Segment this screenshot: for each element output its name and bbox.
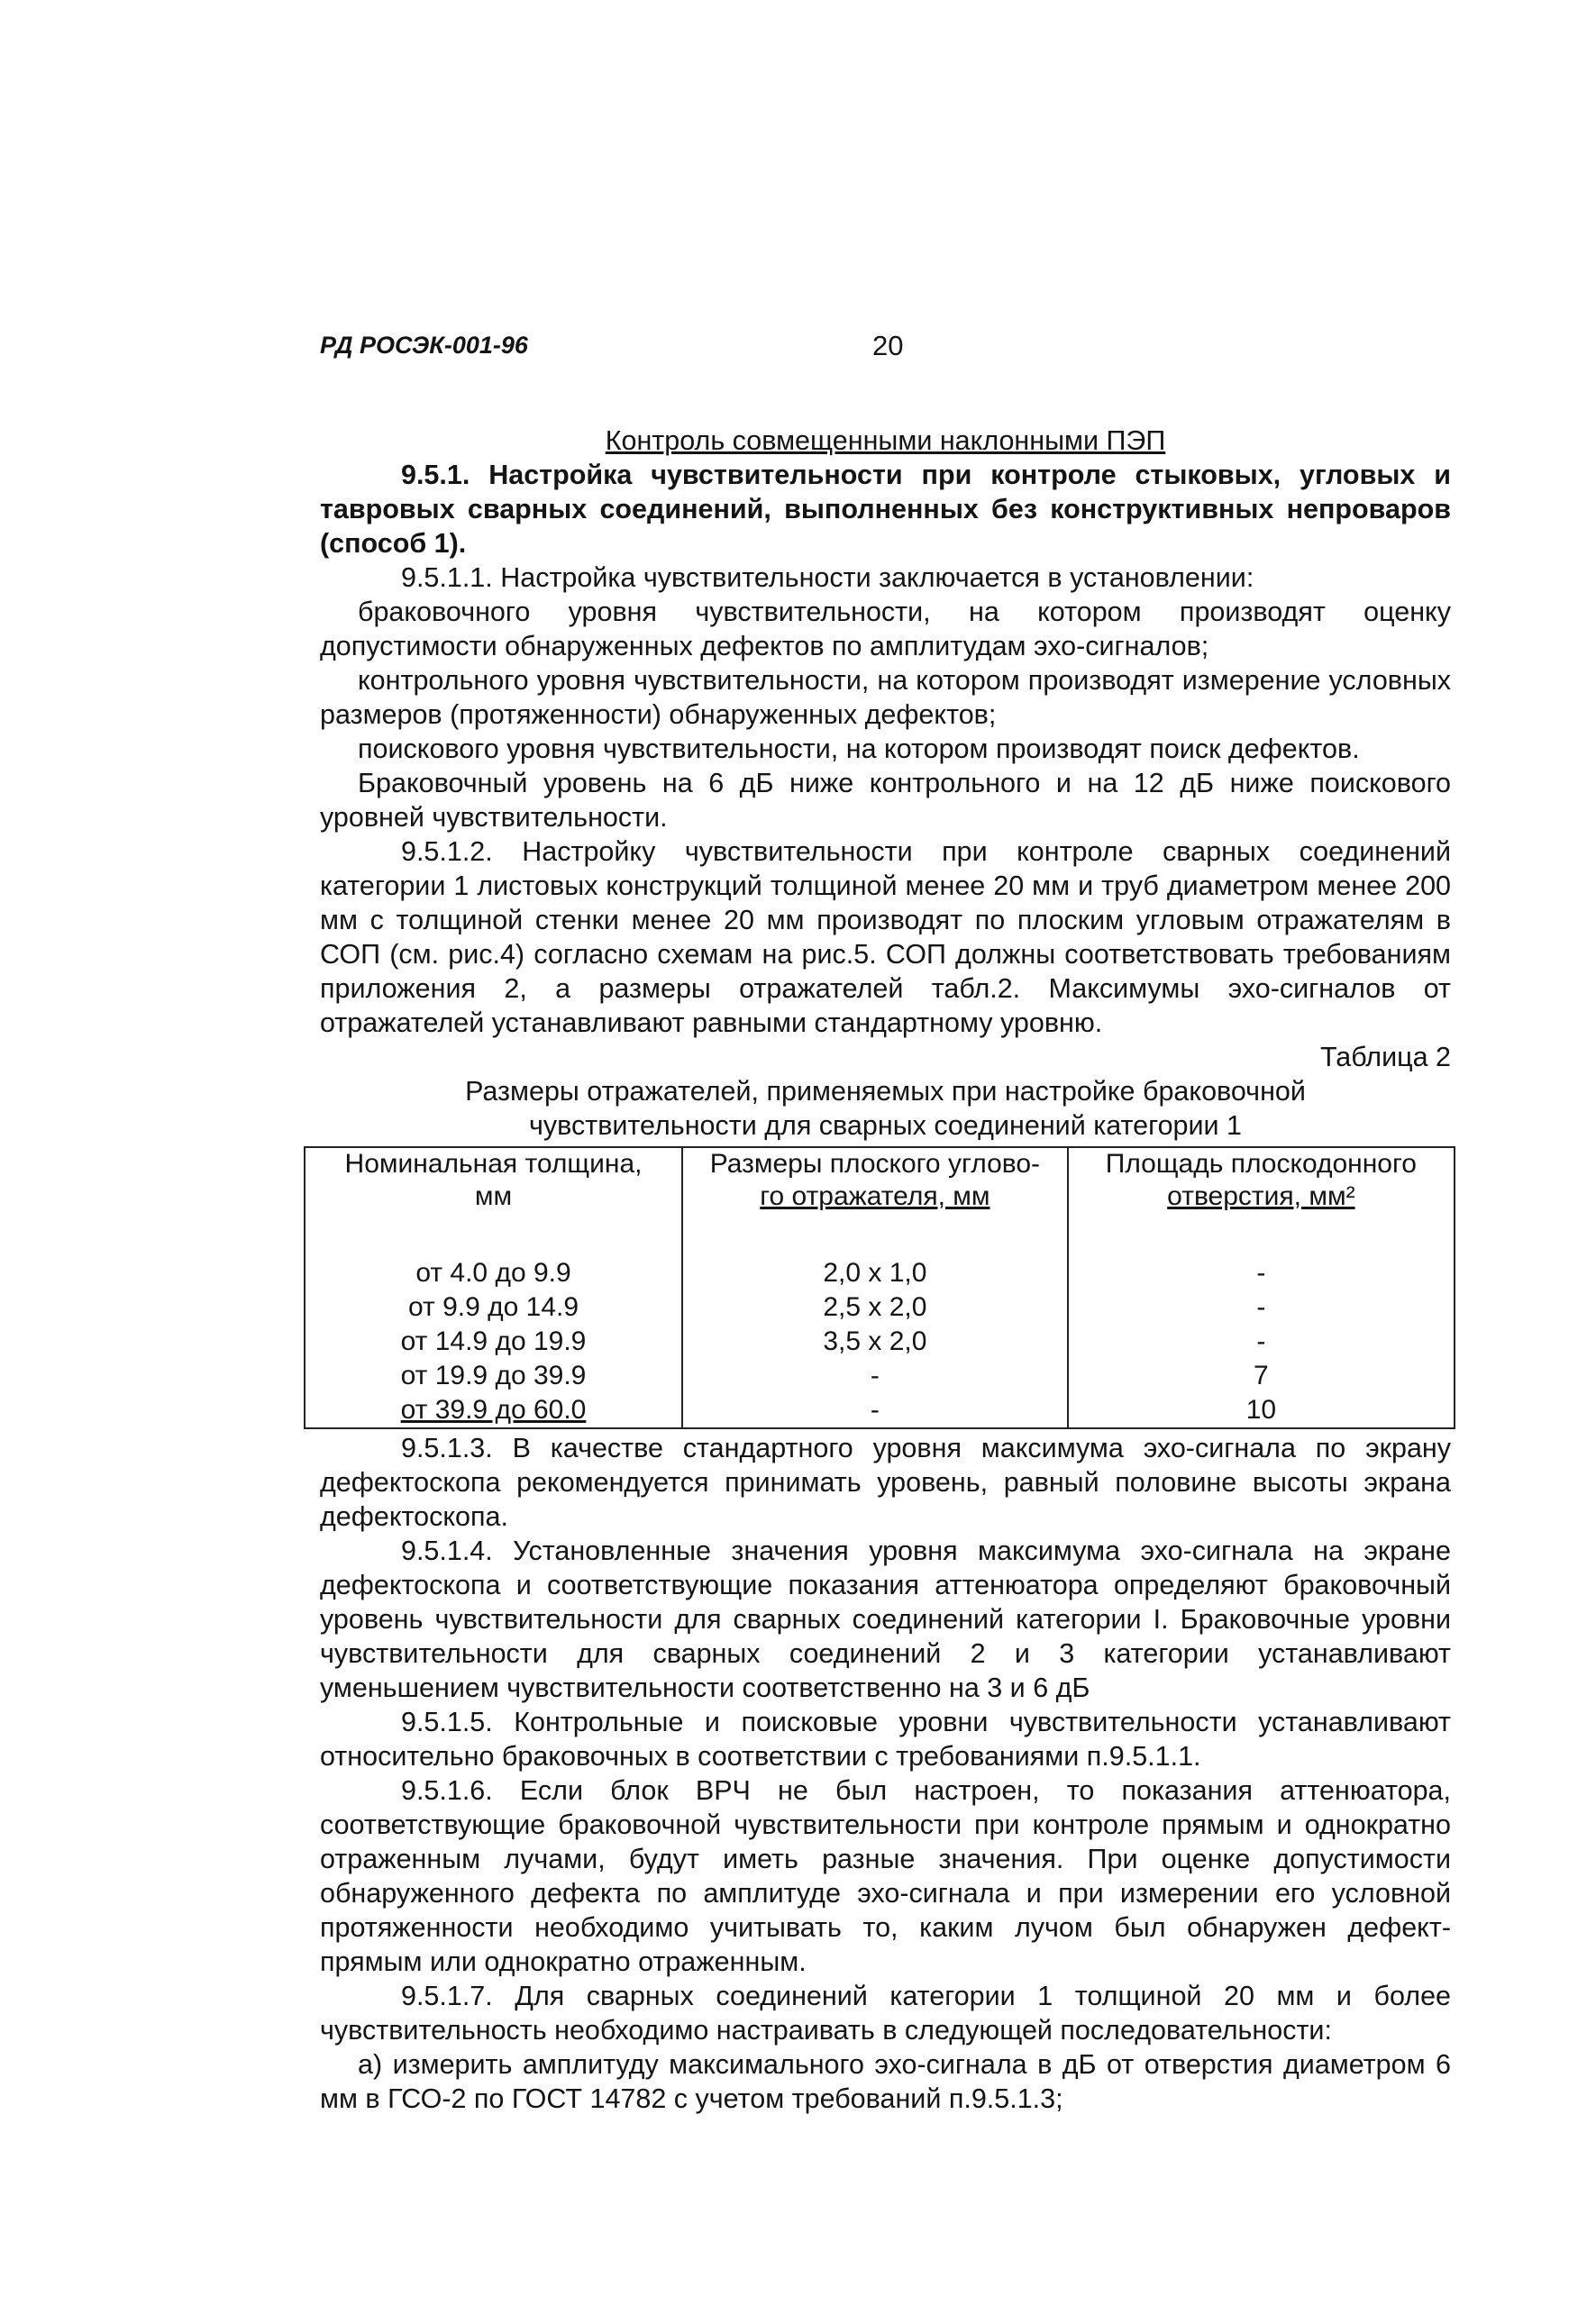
column-reflector-size — [682, 1213, 1068, 1428]
header-hole-area — [1068, 1147, 1455, 1213]
column-thickness — [305, 1213, 682, 1428]
list-item-reject-level: браковочного уровня чувствительности, на котором производят оценку допустимости обнаруженных дефектов по амплитудам эхо-сигналов; — [320, 597, 1451, 661]
table-cell: - — [870, 1395, 880, 1425]
header-thickness — [305, 1147, 682, 1213]
paragraph-9-5-1-3: 9.5.1.3. В качестве стандартного уровня максимума эхо-сигнала по экрану дефектоскопа рекомендуется принимать уровень, равный половине высоты экрана дефектоскопа. — [320, 1433, 1451, 1532]
table-cell: - — [1256, 1292, 1266, 1322]
page-number: 20 — [872, 330, 904, 361]
table-cell: от 14.9 до 19.9 — [400, 1326, 587, 1356]
table-cell: от 9.9 до 14.9 — [407, 1292, 579, 1322]
page-header — [320, 332, 1455, 377]
document-id: РД РОСЭК-001-96 — [320, 332, 528, 359]
header-area-line2: отверстия, мм² — [1167, 1181, 1355, 1211]
header-reflector-line1: Размеры плоского углово- — [709, 1149, 1041, 1179]
table-cell: - — [870, 1361, 880, 1390]
list-item-a: а) измерить амплитуду максимального эхо-сигнала в дБ от отверстия диаметром 6 мм в ГСО-2 по ГОСТ 14782 с учетом требований п.9.5.1.3; — [320, 2049, 1451, 2114]
table-cell: 3,5 х 2,0 — [823, 1326, 927, 1356]
table-cell: 10 — [1245, 1395, 1277, 1425]
header-reflector-line2: го отражателя, мм — [760, 1181, 990, 1211]
section-heading: Контроль совмещенными наклонными ПЭП — [605, 425, 1166, 456]
table-cell: - — [1256, 1258, 1266, 1288]
table-label: Таблица 2 — [1319, 1042, 1451, 1072]
table-cell: 2,0 х 1,0 — [823, 1258, 927, 1288]
table-cell: от 19.9 до 39.9 — [400, 1361, 587, 1390]
paragraph-9-5-1-4: 9.5.1.4. Установленные значения уровня максимума эхо-сигнала на экране дефектоскопа и соответствующие показания аттенюатора определяют браковочный уровень чувствительности для сварных соединений категории I. Браковочные уровни чувствительности для сварных соединений 2 и 3 категории устанавливают уменьшением чувствительности соответственно на 3 и 6 дБ — [320, 1536, 1451, 1703]
table-caption: Размеры отражателей, применяемых при настройке браковочной чувствительности для сварных соединений категории 1 — [465, 1076, 1306, 1141]
paragraph-9-5-1-6: 9.5.1.6. Если блок ВРЧ не был настроен, то показания аттенюатора, соответствующие браковочной чувствительности при контроле прямым и однократно отраженным лучами, будут иметь разные значения. При оценке допустимости обнаруженного дефекта по амплитуде эхо-сигнала и при измерении его условной протяженности необходимо учитывать то, каким лучом был обнаружен дефект- прямым или однократно отраженным. — [320, 1775, 1451, 1977]
column-hole-area — [1068, 1213, 1455, 1428]
table-cell: 2,5 х 2,0 — [823, 1292, 927, 1322]
header-thickness-line1: Номинальная толщина, — [344, 1149, 643, 1179]
subsection-heading: 9.5.1. Настройка чувствительности при контроле стыковых, угловых и тавровых сварных соединений, выполненных без конструктивных непроваров (способ 1). — [320, 460, 1451, 559]
header-reflector-size — [682, 1147, 1068, 1213]
table-body-row — [305, 1213, 1455, 1428]
paragraph-9-5-1-5: 9.5.1.5. Контрольные и поисковые уровни чувствительности устанавливают относительно браковочных в соответствии с требованиями п.9.5.1.1. — [320, 1707, 1451, 1772]
list-item-search-level: поискового уровня чувствительности, на котором производят поиск дефектов. — [358, 734, 1360, 764]
paragraph-9-5-1-7: 9.5.1.7. Для сварных соединений категории 1 толщиной 20 мм и более чувствительность необходимо настраивать в следующей последовательности: — [320, 1981, 1451, 2046]
table-cell: 7 — [1254, 1361, 1269, 1390]
table-header-row — [305, 1147, 1455, 1213]
paragraph-9-5-1-2: 9.5.1.2. Настройку чувствительности при контроле сварных соединений категории 1 листовых конструкций толщиной менее 20 мм и труб диаметром менее 200 мм с толщиной стенки менее 20 мм производят по плоским угловым отражателям в СОП (см. рис.4) согласно схемам на рис.5. СОП должны соответствовать требованиям приложения 2, а размеры отражателей табл.2. Максимумы эхо-сигналов от отражателей устанавливают равными стандартному уровню. — [320, 836, 1451, 1038]
header-thickness-line2: мм — [474, 1181, 513, 1211]
header-area-line1: Площадь плоскодонного — [1105, 1149, 1417, 1179]
list-item-control-level: контрольного уровня чувствительности, на котором производят измерение условных размеров (протяженности) обнаруженных дефектов; — [320, 665, 1451, 730]
page-content — [320, 424, 1451, 2116]
paragraph-9-5-1-1: 9.5.1.1. Настройка чувствительности заключается в установлении: — [401, 562, 1254, 593]
table-cell: от 4.0 до 9.9 — [415, 1258, 571, 1288]
table-cell: - — [1256, 1326, 1266, 1356]
paragraph-level-difference: Браковочный уровень на 6 дБ ниже контрольного и на 12 дБ ниже поискового уровней чувствительности. — [320, 768, 1451, 833]
reflector-sizes-table — [304, 1146, 1455, 1429]
table-cell: от 39.9 до 60.0 — [400, 1395, 587, 1425]
